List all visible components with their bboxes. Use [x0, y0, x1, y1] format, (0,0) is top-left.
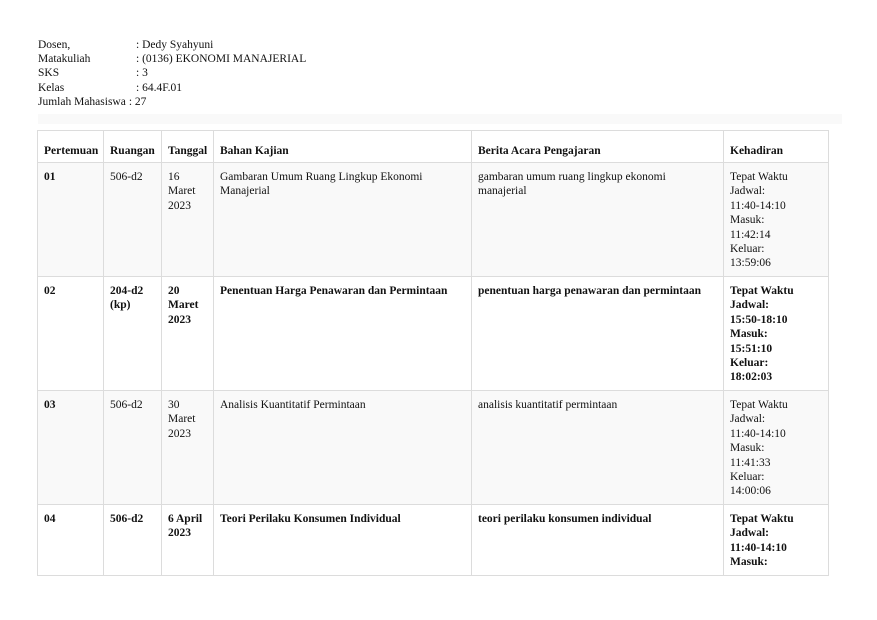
cell-ruangan: 506-d2 — [104, 163, 162, 277]
kehadiran-keluar-value: 18:02:03 — [730, 371, 773, 384]
course-info — [38, 38, 306, 109]
info-value: : Dedy Syahyuni — [136, 39, 214, 51]
kehadiran-masuk-label: Masuk: — [730, 442, 765, 455]
cell-pertemuan: 04 — [38, 505, 104, 576]
info-row-matakuliah — [38, 52, 306, 66]
info-value: : 3 — [136, 67, 148, 80]
kehadiran-keluar-value: 13:59:06 — [730, 257, 771, 270]
kehadiran-masuk-label: Masuk: — [730, 328, 768, 341]
kehadiran-jadwal-label: Jadwal: — [730, 527, 769, 540]
cell-bahan-kajian: Analisis Kuantitatif Permintaan — [214, 391, 472, 505]
cell-pertemuan: 01 — [38, 163, 104, 277]
table-row — [38, 163, 829, 277]
cell-ruangan: 204-d2 (kp) — [104, 277, 162, 391]
kehadiran-status: Tepat Waktu — [730, 171, 788, 183]
cell-tanggal: 16 Maret 2023 — [162, 163, 214, 277]
cell-ruangan: 506-d2 — [104, 391, 162, 505]
cell-pertemuan: 02 — [38, 277, 104, 391]
kehadiran-lines — [730, 512, 822, 570]
cell-tanggal: 30 Maret 2023 — [162, 391, 214, 505]
info-row-sks — [38, 66, 306, 80]
kehadiran-status: Tepat Waktu — [730, 399, 788, 411]
cell-bahan-kajian: Teori Perilaku Konsumen Individual — [214, 505, 472, 576]
kehadiran-jadwal-value: 11:40-14:10 — [730, 427, 786, 440]
kehadiran-jadwal-label: Jadwal: — [730, 299, 769, 312]
col-header-bahan-kajian: Bahan Kajian — [214, 131, 472, 163]
kehadiran-lines — [730, 170, 822, 271]
cell-kehadiran — [724, 505, 829, 576]
kehadiran-keluar-label: Keluar: — [730, 243, 765, 256]
kehadiran-lines — [730, 284, 822, 385]
kehadiran-jadwal-value: 15:50-18:10 — [730, 313, 788, 326]
col-header-pertemuan: Pertemuan — [38, 131, 104, 163]
info-row-dosen — [38, 38, 306, 52]
kehadiran-masuk-label: Masuk: — [730, 556, 768, 569]
cell-kehadiran — [724, 277, 829, 391]
info-row-kelas — [38, 81, 306, 95]
kehadiran-jadwal-value: 11:40-14:10 — [730, 541, 787, 554]
kehadiran-status: Tepat Waktu — [730, 285, 794, 297]
table-row — [38, 391, 829, 505]
kehadiran-masuk-value: 11:41:33 — [730, 456, 771, 469]
kehadiran-jadwal-value: 11:40-14:10 — [730, 199, 786, 212]
cell-berita-acara: penentuan harga penawaran dan permintaan — [472, 277, 724, 391]
info-label: Jumlah Mahasiswa — [38, 95, 126, 108]
kehadiran-jadwal-label: Jadwal: — [730, 185, 766, 198]
cell-berita-acara: teori perilaku konsumen individual — [472, 505, 724, 576]
table-row — [38, 505, 829, 576]
cell-berita-acara: analisis kuantitatif permintaan — [472, 391, 724, 505]
cell-kehadiran — [724, 391, 829, 505]
cell-ruangan: 506-d2 — [104, 505, 162, 576]
info-value: : 64.4F.01 — [136, 81, 183, 94]
cell-bahan-kajian: Penentuan Harga Penawaran dan Permintaan — [214, 277, 472, 391]
kehadiran-masuk-label: Masuk: — [730, 214, 765, 227]
info-label: Dosen, — [38, 39, 71, 51]
info-value: : (0136) EKONOMI MANAJERIAL — [136, 53, 307, 66]
col-header-berita-acara: Berita Acara Pengajaran — [472, 131, 724, 163]
cell-berita-acara: gambaran umum ruang lingkup ekonomi manajerial — [472, 163, 724, 277]
table-header-row — [38, 131, 829, 163]
table-row — [38, 277, 829, 391]
info-label: Kelas — [38, 81, 65, 94]
kehadiran-masuk-value: 11:42:14 — [730, 228, 771, 241]
attendance-table — [37, 130, 829, 576]
cell-tanggal: 6 April 2023 — [162, 505, 214, 576]
kehadiran-keluar-label: Keluar: — [730, 471, 765, 484]
cell-pertemuan: 03 — [38, 391, 104, 505]
kehadiran-keluar-label: Keluar: — [730, 357, 769, 370]
cell-bahan-kajian: Gambaran Umum Ruang Lingkup Ekonomi Manajerial — [214, 163, 472, 277]
info-row-jumlah-mahasiswa — [38, 95, 306, 109]
col-header-tanggal: Tanggal — [162, 131, 214, 163]
separator-band — [38, 114, 842, 124]
kehadiran-masuk-value: 15:51:10 — [730, 342, 773, 355]
info-label: Matakuliah — [38, 53, 91, 66]
info-value: : 27 — [128, 95, 147, 108]
col-header-ruangan: Ruangan — [104, 131, 162, 163]
kehadiran-status: Tepat Waktu — [730, 513, 794, 525]
kehadiran-keluar-value: 14:00:06 — [730, 485, 771, 498]
kehadiran-jadwal-label: Jadwal: — [730, 413, 766, 426]
info-label: SKS — [38, 67, 60, 80]
cell-tanggal: 20 Maret 2023 — [162, 277, 214, 391]
cell-kehadiran — [724, 163, 829, 277]
kehadiran-lines — [730, 398, 822, 499]
col-header-kehadiran: Kehadiran — [724, 131, 829, 163]
